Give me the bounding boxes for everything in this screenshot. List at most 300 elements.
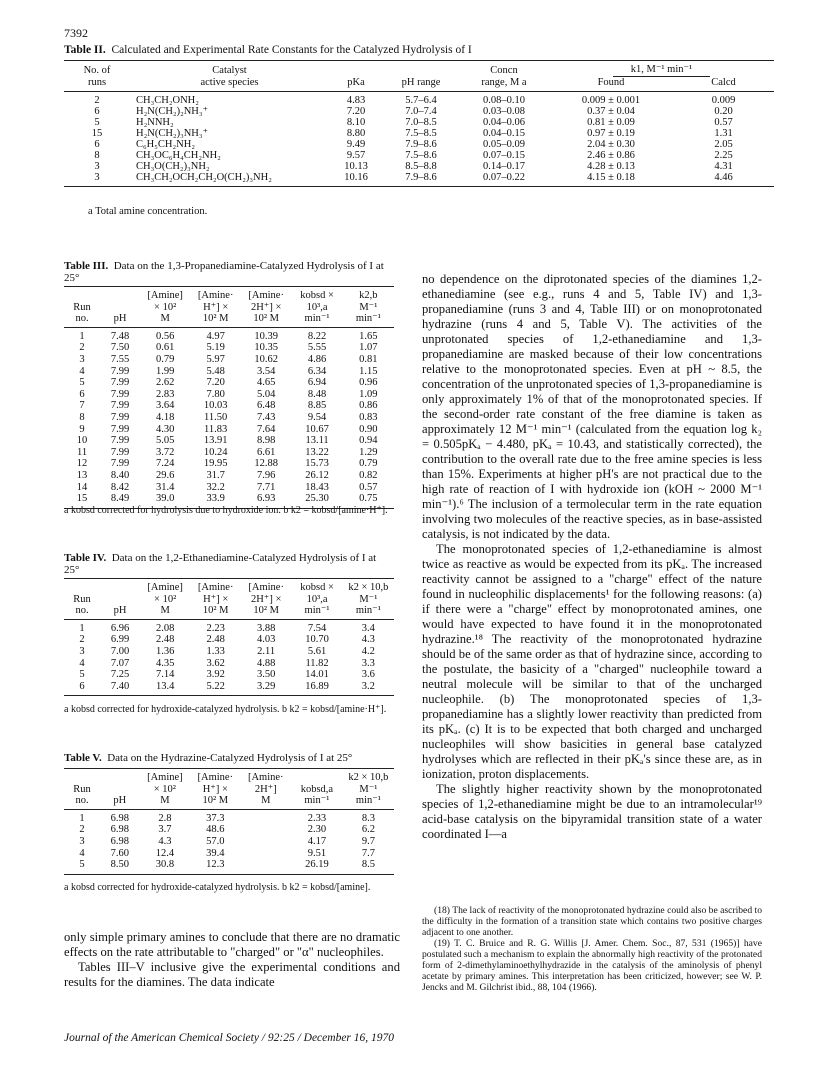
table3-h-run_2: no. [64,313,100,327]
right-paragraph-2: The monoprotonated species of 1,2-ethanediamine is almost twice as reactive as would be expected from its pKₐ. The increased reactivity cannot be assigned to a "charge" effect of the nature found in nucleophilic displacements¹ for the following reasons: (a) if there were a "charge" effect by monoprotonated amines, one would have expected to have found it in the monoprotonated hydrazine.¹⁸ The reactivity of the monoprotonated hydrazine should be of the same order as that of hydrazine since, according to the postulate, the basicity of a "charged" nucleophile toward a neutral molecule will be similar to that of the uncharged nucleophile. (b) The monoprotonated species of 1,3-propanediamine has a slightly lower reactivity than predicted from its pKₐ. (c) It is to be expected that both charged and uncharged nucleophiles will show basicities in general base catalyzed hydrolyses which are reflected in their pKₐ's since these are, as in ionization, proton displacements. [422,542,762,781]
table3-cell: 5.97 [206,353,225,365]
table3-cell: 7.24 [155,458,175,470]
table3-h-ah_3: 10² M [190,313,241,327]
table4-h-blank [100,594,140,606]
table3-cell: 6.34 [307,365,327,377]
table3-h-a2h_1: [Amine· [241,287,292,302]
table3-cell: 8.42 [110,481,130,493]
t2-h-found: Found [549,77,673,92]
table3-cell: 8.48 [307,388,327,400]
table3-cell: 2 [79,342,85,354]
table3-cell: 7.64 [256,423,276,435]
table3-cell: 3.64 [155,400,175,412]
table4-body [64,619,394,696]
table4-cell: 1.36 [155,645,175,657]
t2-cell-calcd: 2.25 [714,150,733,161]
t2-cell-ph: 7.0–7.4 [405,106,437,117]
table5-cell: 6.98 [110,812,130,824]
t2-cell-runs: 3 [94,161,100,172]
table4-cell: 16.89 [291,681,342,696]
table4-h-run_1: Run [73,593,91,605]
t2-cell-runs: 2 [94,95,100,106]
table5-cell [241,809,291,824]
table5-h-ph: pH [100,795,140,809]
table4-cell: 2 [79,634,85,646]
table3-h-blank [100,287,140,302]
table3-cell: 7.99 [110,423,130,435]
table3-head [64,287,394,328]
table4-head [64,579,394,620]
table4-h-blank [64,579,100,594]
table4-cell: 5.22 [190,681,241,696]
table5-h-run_1: Run [73,783,91,795]
table3-h-a2h_3: 10² M [241,313,292,327]
table3-cell: 8.85 [307,400,327,412]
table-row [64,669,394,681]
t2-cell-conc: 0.04–0.06 [483,117,525,128]
t2-cell-runs: 8 [94,150,100,161]
table3-h-amine_1: [Amine] [140,287,191,302]
t2-cell-ph: 7.5–8.5 [405,128,437,139]
table4-h-ah_3: 10² M [190,605,241,619]
table3-cell: 7.20 [206,377,225,389]
t2-cell-found: 0.81 ± 0.09 [587,117,635,128]
t2-cell-found: 4.15 ± 0.18 [549,172,673,187]
table4-h-amine_2: × 10² [154,593,177,605]
table3-cell: 0.75 [343,493,394,508]
table4-h-amine_1: [Amine] [140,579,191,594]
table5-h-amine_2: × 10² [153,783,176,795]
table3-cell: 5.05 [155,435,175,447]
table4-h-a2h_2: 2H⁺] × [250,593,282,605]
t2-cell-pka: 10.16 [329,172,383,187]
table5-cell: 12.3 [190,859,240,874]
t2-cell-ph: 8.5–8.8 [405,161,437,172]
table3-cell: 7.99 [110,377,130,389]
table3-cell: 4.18 [155,411,175,423]
table-row [64,470,394,482]
right-paragraph-1: no dependence on the diprotonated species of the diamines 1,2-ethanediamine (see e.g., runs 4 and 5, Table IV) and 1,3-propanediamine (runs 3 and 4, Table III) or on monoprotonated hydrazine (runs 4 and 5, Table V). The activities of the unprotonated species of 1,2-ethanediamine and 1,3-propanediamine are masked because of their low concentrations relative to the monoprotonated species. Even at pH ~ 8.5, the concentration of the unprotonated species of 1,3-propanediamine is only approximately 1% of that of the monoprotonated species. If the second-order rate constant of the free diamine is taken as approximately 12 M⁻¹ min⁻¹ (calculated from the equation log k₂ = 0.505pKₐ − 4.480, pKₐ = 10.43, and statistically corrected), the contribution to the overall rate due to the free amine species is less than 15%. Experiments at higher pH's are not practical due to the high rate of reaction of I with hydroxide ion (kOH ~ 2000 M⁻¹ min⁻¹).⁶ The inclusion of a termolecular term in the rate equation involving two molecules of the reactive species, as in base-assisted catalysis, is not indicated by the data. [422,272,762,541]
table3-cell: 1.29 [359,446,378,458]
t2-cell-runs: 5 [94,117,100,128]
table3-cell: 10 [76,435,88,447]
t2-cell-found: 0.97 ± 0.19 [587,128,635,139]
table5-cell: 2.33 [307,812,327,824]
table4-h-k2_2: M⁻¹ [359,593,378,605]
table-row [64,482,394,494]
table5-h-k2_2: M⁻¹ [359,783,378,795]
table-row [64,859,394,874]
table3-cell: 4 [79,365,85,377]
table5-cell: 26.19 [291,859,343,874]
t2-cell-calcd: 0.20 [714,106,733,117]
table5-cell: 7.60 [110,847,130,859]
table4-cell: 3.50 [256,669,276,681]
table3-cell: 2.62 [155,377,175,389]
t2-cell-conc: 0.05–0.09 [483,139,525,150]
table3-cell: 32.2 [206,481,225,493]
table4-cell: 11.82 [305,657,329,669]
table4-cell: 3.3 [361,657,375,669]
t2-cell-calcd: 4.31 [714,161,733,172]
table5-cell: 30.8 [140,859,190,874]
table4-cell: 14.01 [305,669,329,681]
table4-caption [64,552,394,576]
table3-h-k2_2: M⁻¹ [359,301,378,313]
table5-h-k2_1: k2 × 10,b [343,769,394,784]
table3-header-row [64,302,394,314]
table5-cell: 6.98 [110,835,130,847]
table4-h-run_2: no. [64,605,100,619]
t2-cell-pka: 9.57 [346,150,366,161]
table2-label: Table II. [64,44,106,56]
table3-h-k2_1: k2,b [343,287,394,302]
table3-cell: 4.86 [307,353,327,365]
table-row [64,106,774,117]
table5-h-ah_3: 10² M [190,795,240,809]
left-paragraph-2: Tables III–V inclusive give the experimental conditions and results for the diamines. The data indicate [64,960,400,989]
table3-h-ah_1: [Amine· [190,287,241,302]
left-body-text [64,930,400,990]
table3-h-ph: pH [100,313,140,327]
table3-cell: 0.79 [359,458,378,470]
table4-cell: 3.88 [256,622,276,634]
table5-cell: 5 [64,859,100,874]
t2-cell-pka: 9.49 [346,139,366,150]
table5 [64,768,394,875]
t2-h-ph-top [383,61,459,78]
table3-cell: 10.24 [203,446,228,458]
table3-cell: 18.43 [305,481,329,493]
table3-cell: 5.19 [206,342,225,354]
t2-cell-calcd: 0.57 [714,117,733,128]
table4-cell: 3.29 [241,681,292,696]
table4-cell: 3.4 [361,622,375,634]
table4-cell: 3.6 [361,669,375,681]
table5-footnote: a kobsd corrected for hydroxide-catalyzed hydrolysis. b k2 = kobsd/[amine]. [64,882,371,893]
table5-cell: 4.17 [307,835,327,847]
table3-cell: 3.54 [256,365,276,377]
table5-h-ah_1: [Amine· [190,769,240,784]
t2-cell-ph: 7.9–8.6 [383,172,459,187]
table4-h-k2_3: min⁻¹ [343,605,394,619]
table3-cell: 7.99 [110,365,130,377]
right-body-text [422,272,762,842]
table4-footnote: a kobsd corrected for hydroxide-catalyzed hydrolysis. b k2 = kobsd/[amine·H⁺]. [64,704,387,715]
table5-cell: 4.3 [158,835,172,847]
table5-header-row [64,784,394,796]
table2-caption [64,44,472,56]
table4-cell: 7.07 [110,657,130,669]
table5-h-kobsd_1 [291,769,343,784]
table3-cell: 6.93 [241,493,292,508]
t2-cell-found: 4.28 ± 0.13 [587,161,635,172]
table-row [64,366,394,378]
t2-cell-found: 2.46 ± 0.86 [587,150,635,161]
table3-cell: 9.54 [307,411,327,423]
table5-h-amine_3: M [140,795,190,809]
table4-cell: 2.23 [206,622,225,634]
table3-cell: 12 [76,458,88,470]
table4-cell: 7.40 [100,681,140,696]
table-row [64,342,394,354]
table3-cell: 1.15 [359,365,378,377]
table-row [64,634,394,646]
table3-cell: 13.11 [305,435,329,447]
table5-cell: 2.8 [158,812,172,824]
t2-cell-conc: 0.04–0.15 [483,128,525,139]
table5-cell: 48.6 [206,824,225,836]
t2-cell-calcd: 2.05 [714,139,733,150]
table3-cell: 4.65 [256,377,276,389]
table4-header-row [64,579,394,594]
table3-cell: 1.65 [359,330,378,342]
table4-cell: 2.48 [206,634,225,646]
table4-h-k2_1: k2 × 10,b [343,579,394,594]
table3-caption-text: Data on the 1,3-Propanediamine-Catalyzed Hydrolysis of I at 25° [64,260,384,284]
t2-h-species2: active species [130,77,329,92]
table5-header-row [64,769,394,784]
t2-cell-pka: 8.80 [346,128,366,139]
table3-cell: 0.90 [359,423,378,435]
t2-cell-species: CH₃O(CH₂)₃NH₂ [136,161,210,172]
table-row [64,128,774,139]
table4-cell: 5.61 [307,645,327,657]
t2-cell-species: C₆H₅CH₂NH₂ [136,139,195,150]
table3-cell: 29.6 [155,469,175,481]
table4-h-a2h_3: 10² M [241,605,292,619]
table3-header-row [64,287,394,302]
table3-cell: 7.50 [110,342,130,354]
table3-h-run_1: Run [73,301,91,313]
table3-cell: 3 [79,353,85,365]
table3-cell: 7.48 [110,330,130,342]
t2-cell-ph: 7.5–8.6 [405,150,437,161]
table4-header-row [64,605,394,619]
t2-h-ph: pH range [383,77,459,92]
table3-cell: 7.55 [110,353,130,365]
table4-cell: 5 [79,669,85,681]
page-number: 7392 [64,26,88,40]
t2-cell-species: H₂N(CH₂)₃NH₃⁺ [136,128,209,139]
table5-h-run_2: no. [64,795,100,809]
table4-h-kobsd_3: min⁻¹ [291,605,342,619]
t2-cell-species: H₂NNH₂ [136,117,174,128]
table3-cell: 6.94 [307,377,327,389]
table4-cell: 3 [79,645,85,657]
table5-cell: 1 [79,812,85,824]
table3-cell: 1.07 [359,342,378,354]
table-row [64,824,394,836]
table4-cell: 4 [79,657,85,669]
table-row [64,354,394,366]
t2-cell-runs: 6 [94,139,100,150]
t2-cell-species: H₂N(CH₂)₂NH₃⁺ [136,106,209,117]
table4-cell: 2.08 [155,622,175,634]
table3-cell: 7.99 [110,411,130,423]
table3-header-row [64,313,394,327]
table5-cell [241,859,291,874]
t2-cell-conc: 0.07–0.22 [459,172,549,187]
table3-cell: 0.94 [359,435,378,447]
t2-h-conc2: range, M a [459,77,549,92]
table5-header-row [64,795,394,809]
table3-h-blank [100,302,140,314]
t2-h-species1: Catalyst [130,61,329,78]
t2-h-runs2: runs [64,77,130,92]
table3-cell: 5 [79,377,85,389]
table3-cell: 3.72 [155,446,175,458]
table-row [64,389,394,401]
table3-cell: 8.22 [307,330,327,342]
t2-h-pka-top [329,61,383,78]
t2-cell-pka: 7.20 [346,106,366,117]
t2-cell-species: CH₃OC₆H₄CH₂NH₂ [136,150,221,161]
table-row [64,161,774,172]
table5-cell: 3.7 [158,824,172,836]
table4-cell: 3.62 [206,657,225,669]
table3-cell: 8 [79,411,85,423]
table3-cell: 0.96 [359,377,378,389]
table3-cell: 7.99 [110,388,130,400]
table5-cell: 8.3 [361,812,375,824]
table2-footnote: a Total amine concentration. [88,206,208,217]
table5-h-k2_3: min⁻¹ [343,795,394,809]
table3-cell: 8.40 [110,469,130,481]
table5-caption-text: Data on the Hydrazine-Catalyzed Hydrolysis of I at 25° [107,752,353,764]
table3-cell: 25.30 [291,493,342,508]
table5-h-a2h_3: M [241,795,291,809]
table4-cell: 6.96 [110,622,130,634]
table3-cell: 7 [79,400,85,412]
table5-h-a2h_1: [Amine· [241,769,291,784]
t2-cell-pka: 4.83 [346,95,366,106]
table3-cell: 0.57 [359,481,378,493]
table4-h-ph: pH [100,605,140,619]
t2-cell-species: CH₃CH₂OCH₂CH₂O(CH₂)₃NH₂ [130,172,329,187]
reference-19: (19) T. C. Bruice and R. G. Willis [J. Amer. Chem. Soc., 87, 531 (1965)] have postulated such a mechanism to explain the abnormally high reactivity of the protonated form of 2-dimethylaminoethylhydrazide in the catalysis of the aminolysis of phenyl acetate by primary amines. This interpretation has been criticized, however; see W. P. Jencks and M. Gilchrist ibid., 88, 104 (1966). [422,938,762,993]
table3-label: Table III. [64,260,109,272]
table3-cell: 14 [76,481,88,493]
table-row [64,400,394,412]
t2-cell-calcd: 4.46 [673,172,774,187]
table3-h-ah_2: H⁺] × [203,301,229,313]
table3-cell: 19.95 [203,458,228,470]
references [422,905,762,993]
t2-h-k [549,61,774,78]
t2-cell-found: 0.009 ± 0.001 [581,95,641,106]
table4-cell: 6.99 [110,634,130,646]
table5-caption [64,752,410,764]
table-row [64,646,394,658]
table3-cell: 33.9 [190,493,241,508]
table5-h-ah_2: H⁺] × [202,783,228,795]
table3-cell: 1 [79,330,85,342]
table3-cell: 11 [76,446,88,458]
table3-cell: 6.61 [256,446,276,458]
table4 [64,578,394,696]
table3-cell: 0.56 [155,330,175,342]
table3-h-amine_3: M [140,313,191,327]
table3-cell: 7.99 [110,435,130,447]
table3-cell: 7.99 [110,400,130,412]
table5-body [64,809,394,874]
table4-cell: 3.2 [343,681,394,696]
table4-cell: 1.33 [206,645,225,657]
table4-label: Table IV. [64,552,107,564]
table4-caption-text: Data on the 1,2-Ethanediamine-Catalyzed Hydrolysis of I at 25° [64,552,377,576]
t2-h-calcd: Calcd [673,77,774,92]
table3-cell: 39.0 [140,493,191,508]
table3-h-kobsd_1: kobsd × [291,287,342,302]
table5-h-amine_1: [Amine] [140,769,190,784]
table5-h-kobsd_3: min⁻¹ [291,795,343,809]
table3-cell: 1.09 [359,388,378,400]
table5-cell: 8.50 [100,859,140,874]
table5-cell [241,824,291,836]
table3-cell: 13 [76,469,88,481]
t2-cell-runs: 15 [91,128,103,139]
table3-cell: 1.99 [155,365,175,377]
table3-cell: 4.30 [155,423,175,435]
table4-h-kobsd_2: 10³,a [306,593,328,605]
table5-h-blank [100,769,140,784]
table-row [64,150,774,161]
table3-cell: 0.81 [359,353,378,365]
table5-cell: 57.0 [206,835,225,847]
table3-cell: 26.12 [305,469,329,481]
table5-cell: 39.4 [206,847,225,859]
table5-cell: 7.7 [361,847,375,859]
table3-cell: 0.83 [359,411,378,423]
table3-cell: 9 [79,423,85,435]
table-row [64,447,394,459]
table3-h-k2_3: min⁻¹ [343,313,394,327]
table4-cell: 7.00 [110,645,130,657]
table3-h-kobsd_2: 10³,a [306,301,328,313]
table-row [64,327,394,342]
t2-cell-runs: 6 [94,106,100,117]
table-row [64,809,394,824]
table4-cell: 2.11 [257,645,276,657]
table3-cell: 10.62 [254,353,278,365]
t2-cell-found: 2.04 ± 0.30 [587,139,635,150]
table3-cell: 5.55 [307,342,327,354]
table3-cell: 13.91 [203,435,228,447]
table5-h-kobsd_2: kobsd,a [300,783,334,795]
table3-cell: 8.49 [100,493,140,508]
table4-cell: 3.92 [206,669,225,681]
table3-cell: 7.43 [256,411,276,423]
table3-cell: 6.48 [256,400,276,412]
t2-h-pka: pKa [329,77,383,92]
t2-cell-calcd: 1.31 [714,128,733,139]
table-row [64,435,394,447]
table4-cell: 1 [79,622,85,634]
table4-cell: 7.14 [155,669,175,681]
table5-cell: 6.2 [361,824,375,836]
table4-cell: 4.88 [256,657,276,669]
table5-h-blank [64,769,100,784]
journal-footer: Journal of the American Chemical Society / 92:25 / December 16, 1970 [64,1032,395,1044]
table3-cell: 7.80 [206,388,225,400]
table4-h-kobsd_1: kobsd × [291,579,342,594]
table5-cell: 2 [79,824,85,836]
table5-cell: 8.5 [343,859,394,874]
table3-cell: 10.39 [254,330,278,342]
t2-cell-ph: 7.0–8.5 [405,117,437,128]
table2-body [64,92,774,187]
